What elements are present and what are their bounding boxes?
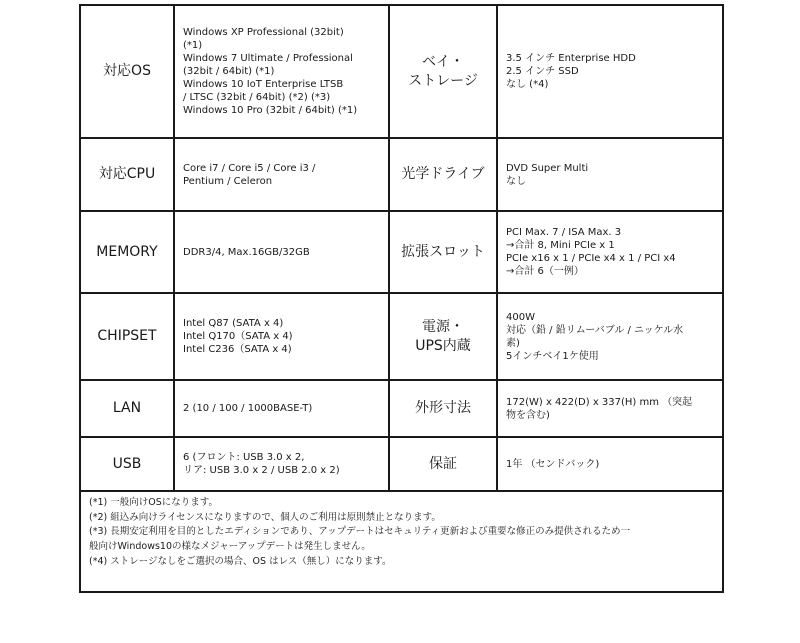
- footnote: (*1) 一般向けOSになります。: [89, 497, 218, 508]
- value-bay-storage: 3.5 インチ Enterprise HDD 2.5 インチ SSD なし (*4): [497, 5, 723, 138]
- spec-row-memory: [80, 211, 723, 293]
- value-cpu: Core i7 / Core i5 / Core i3 / Pentium / Celeron: [174, 138, 389, 211]
- label-bay-storage: ベイ・ ストレージ: [389, 5, 497, 138]
- label-usb: USB: [80, 437, 174, 491]
- label-optical-drive: 光学ドライブ: [389, 138, 497, 211]
- value-optical-drive: DVD Super Multi なし: [497, 138, 723, 211]
- value-expansion-slots: PCI Max. 7 / ISA Max. 3 →合計 8, Mini PCIe x 1 PCIe x16 x 1 / PCIe x4 x 1 / PCI x4 →合計 6（一例）: [497, 211, 723, 293]
- notes-row: [80, 491, 723, 592]
- label-cpu: 対応CPU: [80, 138, 174, 211]
- value-warranty: 1年 （センドバック): [497, 437, 723, 491]
- label-lan: LAN: [80, 380, 174, 437]
- value-os: Windows XP Professional (32bit) (*1) Windows 7 Ultimate / Professional (32bit / 64bit) (*1) Windows 10 IoT Enterprise LTSB / LTSC (32bit / 64bit) (*2) (*3) Windows 10 Pro (32bit / 64bit) (*1): [174, 5, 389, 138]
- label-expansion-slots: 拡張スロット: [389, 211, 497, 293]
- value-dimensions: 172(W) x 422(D) x 337(H) mm （突起 物を含む): [497, 380, 723, 437]
- spec-row-cpu: [80, 138, 723, 211]
- value-memory: DDR3/4, Max.16GB/32GB: [174, 211, 389, 293]
- spec-row-usb: [80, 437, 723, 491]
- spec-row-os: [80, 5, 723, 138]
- label-os: 対応OS: [80, 5, 174, 138]
- label-dimensions: 外形寸法: [389, 380, 497, 437]
- footnotes: [80, 491, 723, 592]
- value-chipset: Intel Q87 (SATA x 4) Intel Q170（SATA x 4) Intel C236（SATA x 4): [174, 293, 389, 380]
- label-chipset: CHIPSET: [80, 293, 174, 380]
- footnote: (*2) 組込み向けライセンスになりますので、個人のご利用は原則禁止となります。: [89, 511, 441, 523]
- footnote: (*3) 長期安定利用を目的としたエディションであり、アップデートはセキュリティ更新および重要な修正のみ提供されるため一: [89, 526, 631, 538]
- value-power-ups: 400W 対応（鉛 / 鉛リムーバブル / ニッケル水 素) 5インチベイ1ケ使用: [497, 293, 723, 380]
- footnote: 般向けWindows10の様なメジャーアップデートは発生しません。: [89, 541, 371, 553]
- spec-table: [79, 4, 724, 593]
- value-lan: 2 (10 / 100 / 1000BASE-T): [174, 380, 389, 437]
- label-memory: MEMORY: [80, 211, 174, 293]
- label-warranty: 保証: [389, 437, 497, 491]
- label-power-ups: 電源・ UPS内蔵: [389, 293, 497, 380]
- spec-row-chipset: [80, 293, 723, 380]
- footnote: (*4) ストレージなしをご選択の場合、OS はレス（無し）になります。: [89, 555, 392, 567]
- value-usb: 6 (フロント: USB 3.0 x 2, リア: USB 3.0 x 2 / USB 2.0 x 2): [174, 437, 389, 491]
- spec-row-lan: [80, 380, 723, 437]
